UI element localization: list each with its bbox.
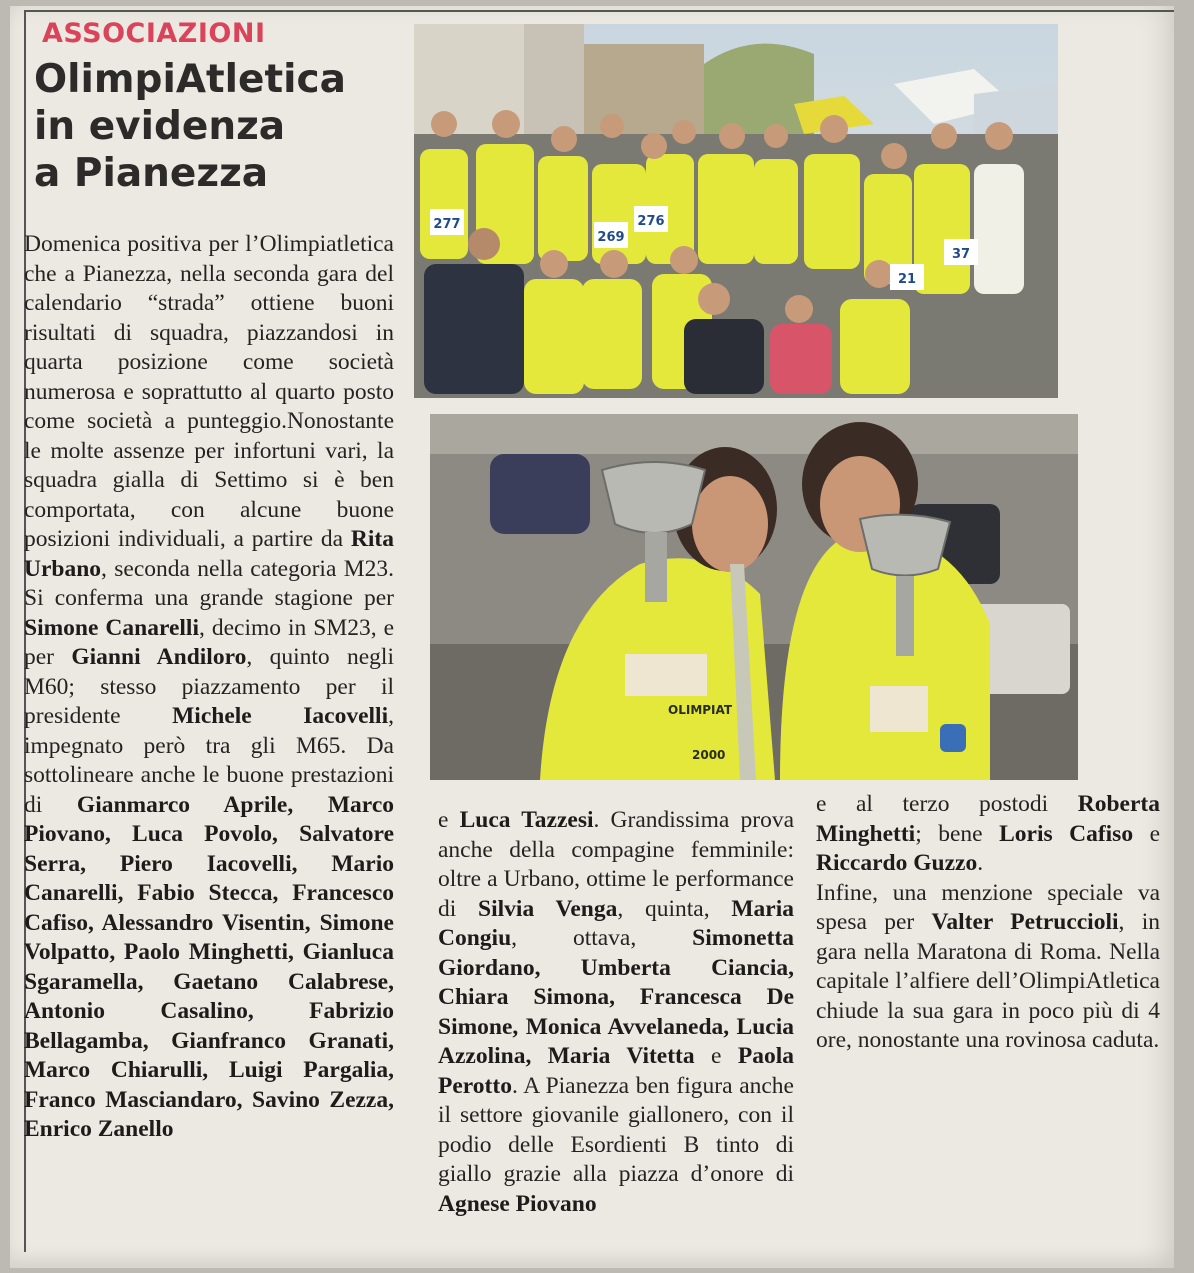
- bib-number: 276: [637, 214, 665, 229]
- wristwatch: [940, 724, 966, 752]
- athlete-name: Luca Tazzesi: [459, 807, 594, 833]
- body-text: e al terzo postodi: [816, 791, 1078, 817]
- body-text: , decimo in SM23, e per: [24, 614, 395, 670]
- athlete-name: Loris Cafiso: [999, 820, 1134, 847]
- athlete-name: Silvia Venga: [478, 895, 618, 922]
- article-paragraph: [24, 230, 394, 1145]
- bib-number: 37: [951, 247, 971, 262]
- athlete-name: Agnese Piovano: [438, 1190, 597, 1217]
- article-paragraph: [438, 806, 794, 1219]
- headline-line-1: OlimpiAtletica: [34, 57, 346, 102]
- athlete-name: Roberta Minghetti: [816, 791, 1160, 847]
- athlete-name: Paola Perotto: [438, 1043, 794, 1099]
- section-label: ASSOCIAZIONI: [42, 18, 266, 49]
- body-text: , in gara nella Maratona di Roma. Nella capitale l’alfiere dell’OlimpiAtletica chiude la sua gara in poco più di 4 ore, nonostante una rovinosa caduta.: [816, 909, 1160, 1053]
- body-text: Infine, una menzione speciale va spesa per: [816, 879, 1160, 935]
- bib-number: 277: [433, 217, 461, 232]
- article-column-1: [24, 230, 394, 1145]
- headline-line-3: a Pianezza: [34, 151, 269, 196]
- body-text: ; bene: [915, 820, 1000, 847]
- athlete-name: Gianni Andiloro: [71, 644, 247, 670]
- body-text: . A Pianezza ben figura anche il settore giovanile giallonero, con il podio delle Esordienti B tinto di giallo grazie alla piazza d’onore di: [438, 1072, 794, 1187]
- bag: [490, 454, 590, 534]
- body-text: .: [977, 850, 984, 876]
- body-text: , ottava,: [511, 925, 693, 951]
- headline: [34, 56, 414, 197]
- body-text: , quinta,: [617, 895, 732, 922]
- article-paragraph: [816, 790, 1160, 879]
- body-text: e: [1133, 820, 1161, 847]
- article-column-3: [816, 790, 1160, 1056]
- athlete-name: Maria Congiu: [438, 895, 795, 951]
- body-text: , impegnato però tra gli M65. Da sottolineare anche le buone prestazioni di: [24, 703, 394, 818]
- body-text: e: [438, 807, 460, 833]
- body-text: e: [694, 1043, 738, 1069]
- article-column-2: [438, 806, 794, 1219]
- shirt-print: OLIMPIAT: [668, 703, 733, 717]
- athlete-list: Gianmarco Aprile, Marco Piovano, Luca Povolo, Salvatore Serra, Piero Iacovelli, Mario Canarelli, Fabio Stecca, Francesco Cafiso, Alessandro Visentin, Simone Volpatto, Paolo Minghetti, Gianluca Sgaramella, Gaetano Calabrese, Antonio Casalino, Fabrizio Bellagamba, Gianfranco Granati, Marco Chiarulli, Luigi Pargalia, Franco Masciandaro, Savino Zezza, Enrico Zanello: [24, 791, 394, 1142]
- body-text: , seconda nella categoria M23. Si conferma una grande stagione per: [24, 555, 394, 611]
- body-text: Domenica positiva per l’Olimpiatletica che a Pianezza, nella seconda gara del calendario “strada” ottiene buoni risultati di squadra, piazzandosi in quarta posizione come società numerosa e soprattutto al quarto posto come società a punteggio.Nonostante le molte assenze per infortuni vari, la squadra gialla di Settimo si è ben comportata, con alcune buone posizioni individuali, a partire da: [24, 231, 394, 552]
- shirt-print: 2000: [692, 748, 726, 762]
- bib-number: 21: [897, 272, 917, 287]
- bib-number: 269: [597, 230, 625, 245]
- body-text: , quinto negli M60; stesso piazzamento per il presidente: [24, 644, 394, 729]
- trophy-photo: [430, 414, 1078, 780]
- athlete-name: Valter Petruccioli: [931, 909, 1119, 935]
- athlete-name: Simone Canarelli: [24, 614, 199, 641]
- athlete-list: Simonetta Giordano, Umberta Ciancia, Chiara Simona, Francesca De Simone, Monica Avvelaneda, Lucia Azzolina, Maria Vitetta: [438, 925, 794, 1069]
- body-text: . Grandissima prova anche della compagine femminile: oltre a Urbano, ottime le performance di: [438, 807, 795, 922]
- athlete-name: Michele Iacovelli: [172, 703, 389, 729]
- article-paragraph: [816, 879, 1160, 1056]
- team-group-photo: [414, 24, 1058, 398]
- athlete-name: Riccardo Guzzo: [816, 850, 978, 876]
- athlete-name: Rita Urbano: [24, 526, 394, 582]
- headline-line-2: in evidenza: [34, 104, 286, 149]
